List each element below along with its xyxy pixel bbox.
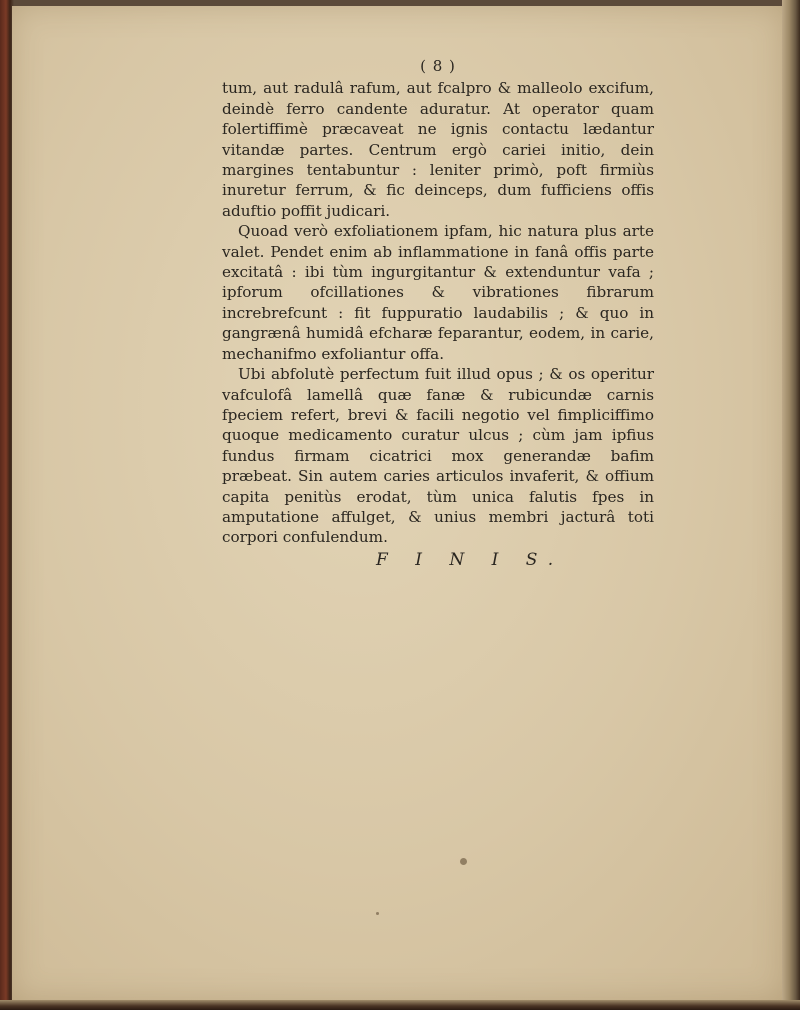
- page-number: ( 8 ): [420, 57, 456, 75]
- paragraph-1: tum, aut radulâ rafum, aut fcalpro & malleolo excifum, deindè ferro candente aduratur. At operator quam folertiffimè præcaveat ne ignis contactu lædantur vitandæ partes. Centrum ergò cariei initio, dein margines tentabuntur : leniter primò, poft firmiùs inuretur ferrum, & fic deinceps, dum fufficiens offis aduftio poffit judicari.: [222, 79, 654, 220]
- ink-spot: [460, 858, 467, 865]
- paragraph-3: Ubi abfolutè perfectum fuit illud opus ; & os operitur vafculofâ lamellâ quæ fanæ & rubicundæ carnis fpeciem refert, brevi & facili negotio vel fimpliciffimo quoque medicamento curatur ulcus ; cùm jam ipfius fundus firmam cicatrici mox generandæ bafim præbeat. Sin autem caries articulos invaferit, & offium capita penitùs erodat, tùm unica falutis fpes in amputatione affulget, & unius membri jacturâ toti corpori confulendum.: [222, 365, 654, 547]
- page-edge-right: [782, 0, 800, 1010]
- finis-heading: F I N I S.: [376, 550, 565, 570]
- page-edge-bottom: [0, 1000, 800, 1010]
- ink-spot: [376, 912, 379, 915]
- body-text: [222, 56, 654, 548]
- paragraph-2: Quoad verò exfoliationem ipfam, hic natura plus arte valet. Pendet enim ab inflammatione in fanâ offis parte excitatâ : ibi tùm ingurgitantur & extenduntur vafa ; ipforum ofcillationes & vibrationes fibrarum increbrefcunt : fit fuppuratio laudabilis ; & quo in gangrænâ humidâ efcharæ feparantur, eodem, in carie, mechanifmo exfoliantur offa.: [222, 222, 654, 363]
